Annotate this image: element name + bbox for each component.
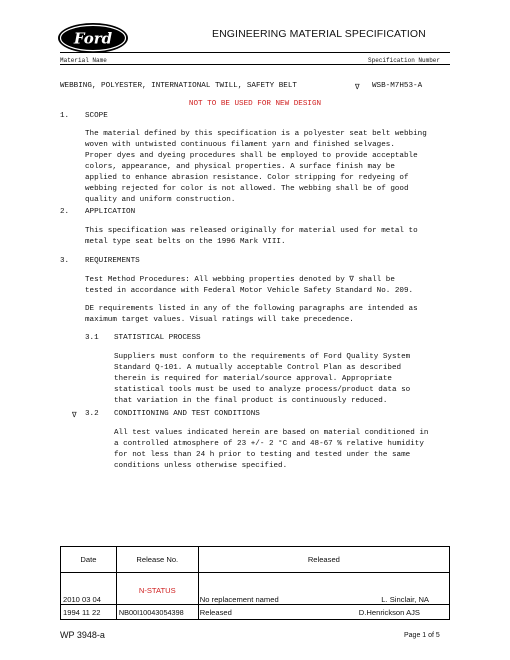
spec-number: WSB-M7H53-A (372, 82, 423, 90)
release-date: 1994 11 22 (61, 605, 117, 620)
spec-change-symbol: ∇ (355, 84, 360, 92)
section-heading-application: APPLICATION (85, 208, 136, 216)
header-rule-lower (60, 64, 450, 65)
material-title: WEBBING, POLYESTER, INTERNATIONAL TWILL, SAFETY BELT (60, 82, 297, 90)
table-row (61, 573, 450, 605)
release-description: No replacement named (199, 595, 279, 604)
section-heading-scope: SCOPE (85, 112, 108, 120)
column-header-released: Released (198, 547, 449, 573)
status-label: N-STATUS (138, 586, 176, 595)
section-number: 3. (60, 257, 70, 265)
ford-logo (57, 22, 129, 54)
release-number: NB00I10043054398 (116, 605, 198, 620)
warning-notice: NOT TO BE USED FOR NEW DESIGN (188, 100, 322, 108)
section-number: 1. (60, 112, 70, 120)
de-requirements-paragraph: DE requirements listed in any of the following paragraphs are intended as maximum target values. Visual ratings will take precedence. (85, 305, 418, 324)
scope-paragraph: The material defined by this specification is a polyester seat belt webbing woven with untwisted continuous filament yarn and finished selvages. Proper dyes and dyeing procedures shall be employed to provide acceptable colors, appearance, and physical properties. A surface finish may be applied to enhance abrasion resistance. Color stripping for redyeing of webbing rejected for color is not allowed. The webbing shall be of good quality and uniform construction. (85, 130, 427, 204)
release-date: 2010 03 04 (61, 573, 117, 605)
section-heading-requirements: REQUIREMENTS (85, 257, 140, 265)
release-description-cell (198, 573, 449, 605)
spec-number-label: Specification Number (368, 57, 441, 64)
release-table-header (61, 547, 450, 573)
document-title: ENGINEERING MATERIAL SPECIFICATION (212, 28, 426, 40)
test-method-paragraph: Test Method Procedures: All webbing properties denoted by ∇ shall be tested in accordance with Federal Motor Vehicle Safety Standard No. 209. (85, 276, 414, 295)
section-number: 2. (60, 208, 70, 216)
column-header-date: Date (61, 547, 117, 573)
column-header-release-no: Release No. (116, 547, 198, 573)
release-number-cell (116, 573, 198, 605)
section-heading-statistical: STATISTICAL PROCESS (114, 334, 201, 342)
material-name-label: Material Name (60, 57, 107, 64)
page-number: Page 1 of 5 (404, 632, 440, 639)
released-by: L. Sinclair, NA (381, 595, 429, 604)
conditioning-paragraph: All test values indicated herein are based on material conditioned in a controlled atmosphere of 23 +/- 2 °C and 48-67 % relative humidity for not less than 24 h prior to testing and tested under the same conditions unless otherwise specified. (114, 429, 429, 470)
form-number: WP 3948-a (60, 630, 105, 640)
svg-text:Ford: Ford (73, 29, 113, 48)
section-heading-conditioning: CONDITIONING AND TEST CONDITIONS (114, 410, 260, 418)
table-row (61, 605, 450, 620)
released-by: D.Henrickson AJS (358, 607, 420, 617)
release-description: Released (199, 607, 232, 617)
header-rule (60, 52, 450, 53)
subsection-number: 3.1 (85, 334, 99, 342)
change-symbol: ∇ (72, 412, 77, 420)
subsection-number: 3.2 (85, 410, 99, 418)
statistical-paragraph: Suppliers must conform to the requirements of Ford Quality System Standard Q-101. A mutually acceptable Control Plan as described therein is required for material/source approval. Appropriate statistical tools must be used to analyze process/product data so that variation in the final product is continuously reduced. (114, 353, 411, 405)
release-description-cell (198, 605, 449, 620)
application-paragraph: This specification was released originally for material used for metal to metal type seat belts on the 1996 Mark VIII. (85, 227, 418, 246)
release-table (60, 546, 450, 620)
